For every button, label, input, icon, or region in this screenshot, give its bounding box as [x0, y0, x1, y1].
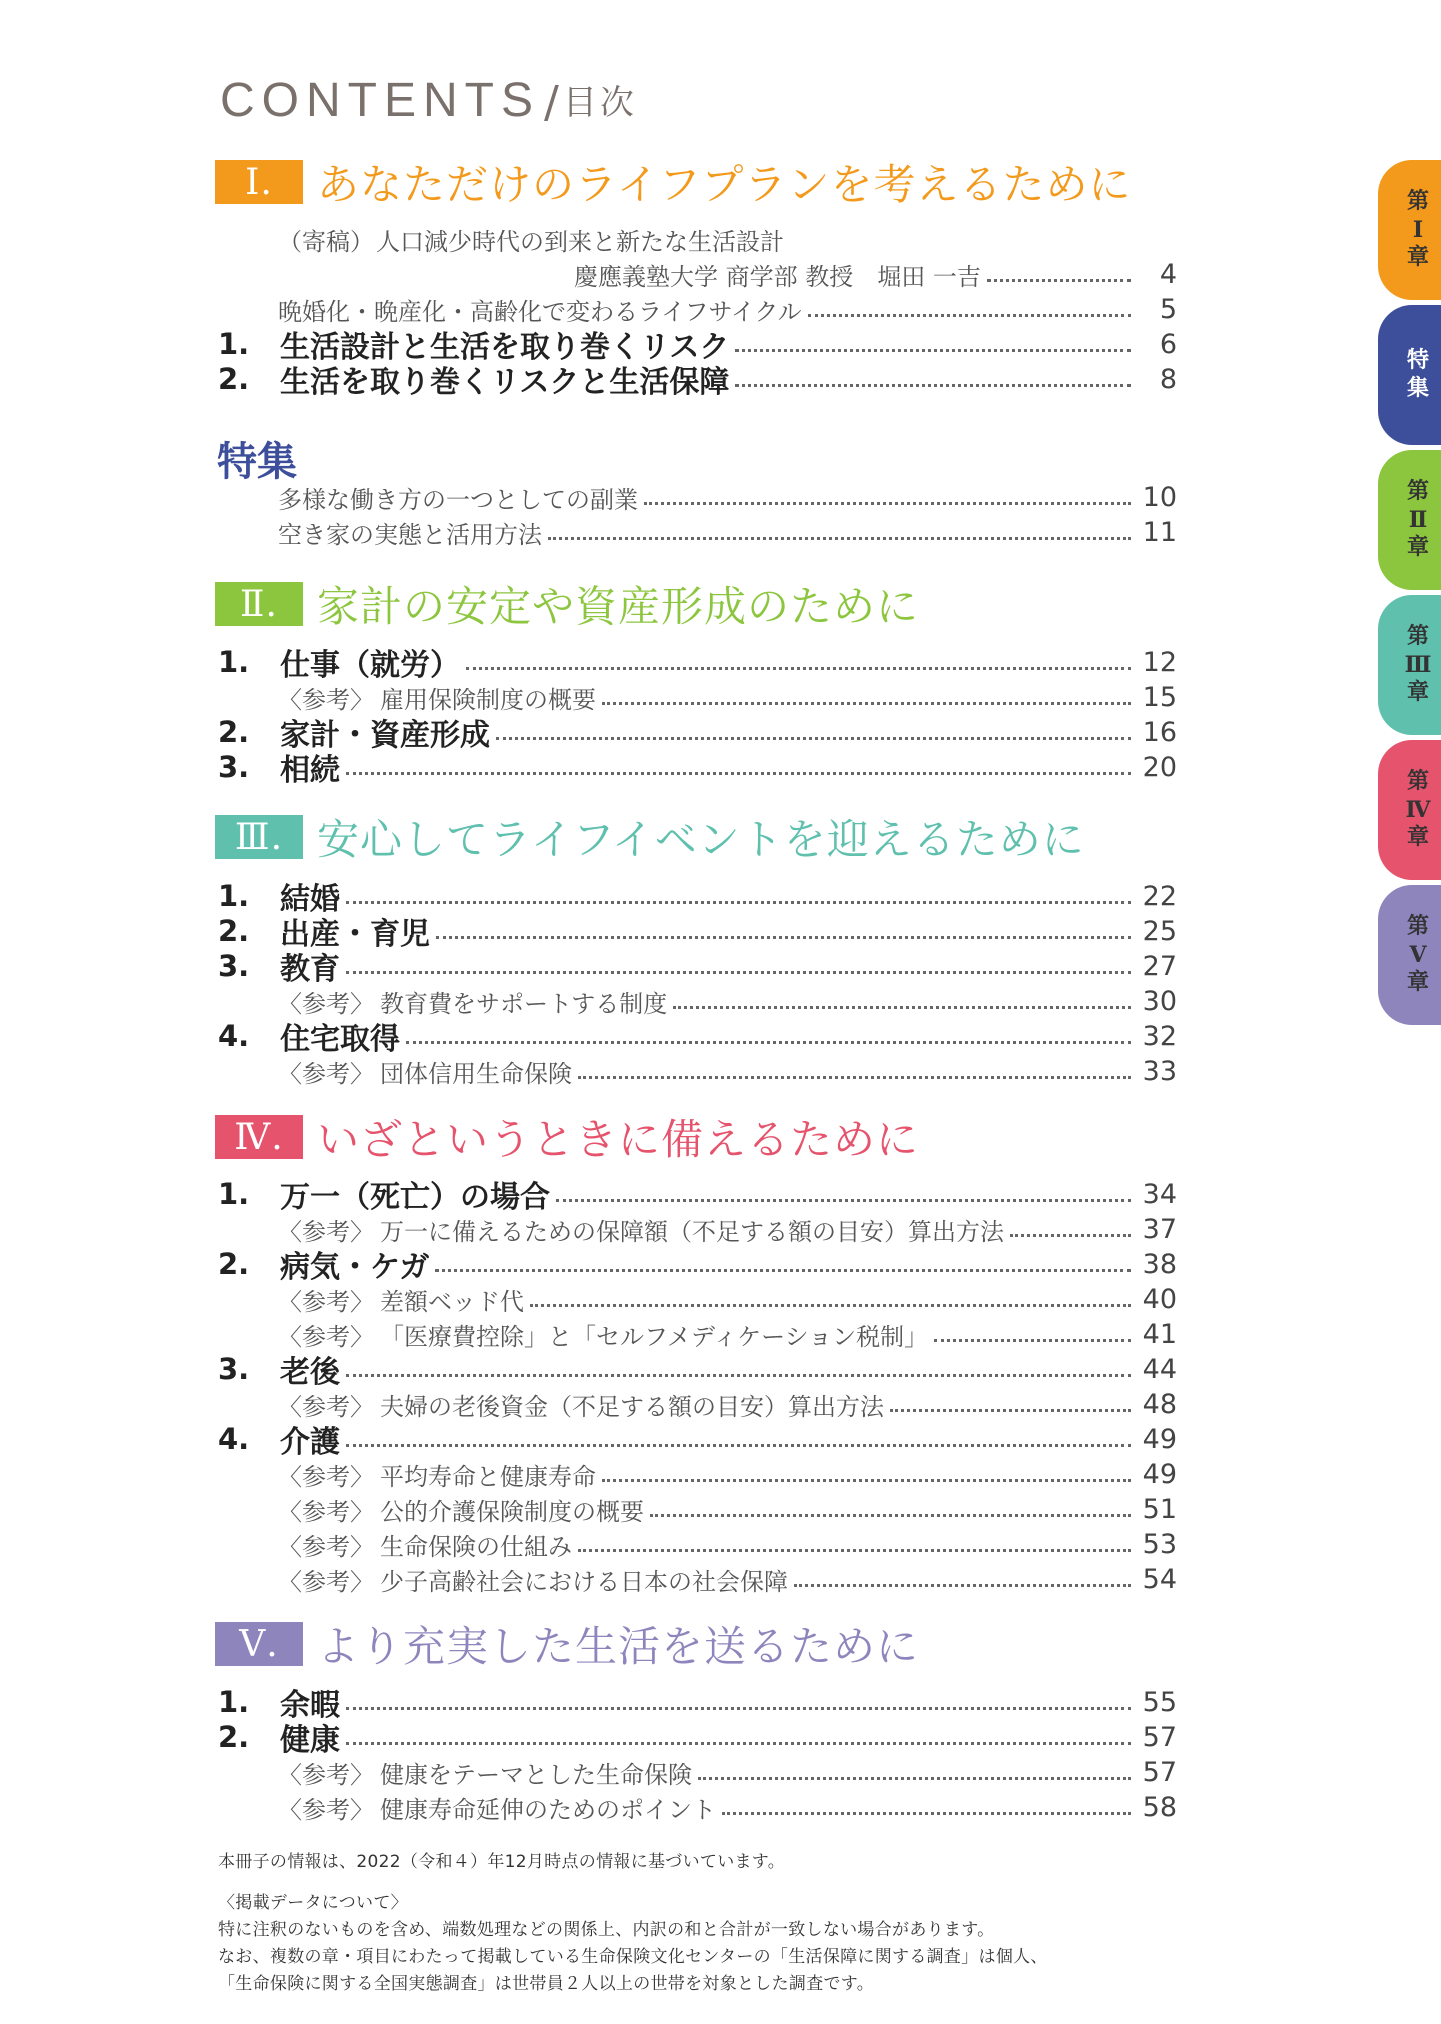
chapter-3-title: 安心してライフイベントを迎えるために [317, 815, 1085, 864]
tab-roman: Ⅱ [1408, 507, 1428, 533]
reference-tag: 〈参考〉 [278, 1287, 374, 1316]
reference-tag: 〈参考〉 [278, 1532, 374, 1561]
entry-title: 教育 [280, 952, 340, 987]
entry-title: 家計・資産形成 [280, 718, 490, 753]
page-number: 51 [1142, 1493, 1177, 1525]
page-number: 58 [1142, 1791, 1177, 1823]
toc-entry[interactable] [218, 714, 1177, 753]
page-number: 44 [1142, 1353, 1177, 1385]
page-number: 16 [1142, 716, 1177, 748]
entry-number: 1. [218, 327, 250, 361]
leader-dots [673, 1006, 1131, 1009]
tab-chapter-5[interactable] [1378, 885, 1441, 1025]
entry-title: 公的介護保険制度の概要 [380, 1497, 644, 1526]
footnote-line: 特に注釈のないものを含め、端数処理などの関係上、内訳の和と合計が一致しない場合があります。 [218, 1920, 995, 1940]
entry-title: 健康 [280, 1723, 340, 1758]
entry-title: 団体信用生命保険 [380, 1059, 572, 1088]
entry-title: 万一（死亡）の場合 [280, 1180, 550, 1215]
tab-chapter-2[interactable] [1378, 450, 1441, 590]
chapter-3-heading [215, 813, 1085, 864]
leader-dots [808, 314, 1131, 317]
leader-dots [346, 1742, 1131, 1745]
leader-dots [346, 1374, 1131, 1377]
entry-title: 健康寿命延伸のためのポイント [380, 1795, 716, 1824]
page-number: 37 [1142, 1213, 1177, 1245]
entry-title: 生活設計と生活を取り巻くリスク [280, 330, 730, 365]
entry-number: 1. [218, 1177, 250, 1211]
toc-entry[interactable] [218, 1719, 1177, 1758]
reference-tag: 〈参考〉 [278, 1392, 374, 1421]
leader-dots [496, 737, 1131, 740]
entry-title: 夫婦の老後資金（不足する額の目安）算出方法 [380, 1392, 884, 1421]
contribution-author: 慶應義塾大学 商学部 教授 堀田 一吉 [574, 262, 981, 291]
entry-title: 余暇 [280, 1688, 340, 1723]
leader-dots [735, 384, 1131, 387]
footnote-line: なお、複数の章・項目にわたって掲載している生命保険文化センターの「生活保障に関する調査」は個人、 [218, 1947, 1048, 1967]
entry-title: 仕事（就労） [280, 648, 460, 683]
page-number: 55 [1142, 1686, 1177, 1718]
page-number: 49 [1142, 1423, 1177, 1455]
chapter-5-title: より充実した生活を送るために [317, 1622, 920, 1671]
chapter-1-heading [215, 158, 1132, 209]
entry-title: 平均寿命と健康寿命 [380, 1462, 596, 1491]
page-number: 41 [1142, 1318, 1177, 1350]
footnote-line: 「生命保険に関する全国実態調査」は世帯員２人以上の世帯を対象とした調査です。 [218, 1974, 875, 1994]
chapter-3-number: Ⅲ. [215, 815, 303, 859]
toc-entry[interactable] [278, 514, 1177, 550]
page-number: 5 [1159, 293, 1177, 325]
leader-dots [406, 1041, 1131, 1044]
leader-dots [794, 1584, 1131, 1587]
chapter-1-number: Ⅰ. [215, 160, 303, 204]
toc-entry[interactable] [218, 913, 1177, 952]
page-number: 12 [1142, 646, 1177, 678]
page-number: 22 [1142, 880, 1177, 912]
tab-chapter-1[interactable] [1378, 160, 1441, 300]
tab-roman: Ⅳ [1405, 797, 1431, 823]
reference-tag: 〈参考〉 [278, 685, 374, 714]
toc-entry[interactable] [278, 1561, 1177, 1597]
page-number: 33 [1142, 1055, 1177, 1087]
chapter-5-number: Ⅴ. [215, 1622, 303, 1666]
contribution-author-row[interactable] [574, 256, 1177, 292]
entry-number: 4. [218, 1019, 250, 1053]
leader-dots [578, 1549, 1131, 1552]
entry-title: 教育費をサポートする制度 [380, 989, 668, 1018]
leader-dots [602, 702, 1131, 705]
reference-tag: 〈参考〉 [278, 1567, 374, 1596]
tab-top-char: 第 [1406, 624, 1429, 649]
entry-number: 4. [218, 1422, 250, 1456]
reference-tag: 〈参考〉 [278, 1497, 374, 1526]
entry-title: 万一に備えるための保障額（不足する額の目安）算出方法 [380, 1217, 1004, 1246]
page-number: 6 [1159, 328, 1177, 360]
leader-dots [722, 1812, 1131, 1815]
tab-top-char: 特 [1406, 348, 1429, 373]
page-number: 53 [1142, 1528, 1177, 1560]
leader-dots [650, 1514, 1131, 1517]
entry-number: 3. [218, 1352, 250, 1386]
tab-special-feature[interactable] [1378, 305, 1441, 445]
entry-title: 多様な働き方の一つとしての副業 [278, 485, 638, 514]
contribution-row [278, 221, 1178, 257]
chapter-1-title: あなただけのライフプランを考えるために [317, 160, 1132, 209]
tab-top-char: 第 [1406, 189, 1429, 214]
tab-bottom-char: 集 [1406, 376, 1429, 401]
tab-chapter-4[interactable] [1378, 740, 1441, 880]
entry-title: 住宅取得 [280, 1022, 400, 1057]
page-number: 54 [1142, 1563, 1177, 1595]
page-number: 49 [1142, 1458, 1177, 1490]
tab-bottom-char: 章 [1406, 245, 1429, 270]
leader-dots [466, 667, 1131, 670]
chapter-4-heading [215, 1113, 920, 1164]
toc-entry[interactable] [278, 1491, 1177, 1527]
entry-number: 2. [218, 914, 250, 948]
entry-title: 介護 [280, 1425, 340, 1460]
toc-entry[interactable] [278, 1281, 1177, 1317]
toc-entry[interactable] [218, 749, 1177, 788]
entry-number: 3. [218, 750, 250, 784]
toc-entry[interactable] [218, 948, 1177, 987]
toc-entry[interactable] [278, 1526, 1177, 1562]
tab-bottom-char: 章 [1406, 680, 1429, 705]
toc-entry[interactable] [278, 1789, 1177, 1825]
entry-number: 2. [218, 1247, 250, 1281]
leader-dots [602, 1479, 1131, 1482]
leader-dots [346, 1707, 1131, 1710]
leader-dots [735, 349, 1131, 352]
chapter-2-number: Ⅱ. [215, 582, 303, 626]
tab-top-char: 第 [1406, 769, 1429, 794]
toc-entry[interactable] [278, 1754, 1177, 1790]
leader-dots [346, 901, 1131, 904]
reference-tag: 〈参考〉 [278, 1795, 374, 1824]
toc-entry[interactable] [218, 1684, 1177, 1723]
reference-tag: 〈参考〉 [278, 1059, 374, 1088]
entry-title: 少子高齢社会における日本の社会保障 [380, 1567, 788, 1596]
toc-entry[interactable] [278, 1053, 1177, 1089]
footnote-data-heading: 〈掲載データについて〉 [218, 1893, 408, 1913]
page-number: 20 [1142, 751, 1177, 783]
entry-number: 1. [218, 879, 250, 913]
leader-dots [1010, 1234, 1131, 1237]
leader-dots [698, 1777, 1131, 1780]
contribution-label: （寄稿） [278, 227, 374, 256]
entry-title: 病気・ケガ [280, 1250, 430, 1285]
toc-entry[interactable] [218, 1176, 1177, 1215]
tab-bottom-char: 章 [1406, 535, 1429, 560]
reference-tag: 〈参考〉 [278, 1217, 374, 1246]
toc-entry[interactable] [278, 1456, 1177, 1492]
toc-entry[interactable] [218, 644, 1177, 683]
page-number: 25 [1142, 915, 1177, 947]
entry-title: 差額ベッド代 [380, 1287, 524, 1316]
tab-bottom-char: 章 [1406, 970, 1429, 995]
leader-dots [435, 1269, 1131, 1272]
page-number: 57 [1142, 1756, 1177, 1788]
tab-top-char: 第 [1406, 479, 1429, 504]
chapter-2-heading [215, 580, 920, 631]
reference-tag: 〈参考〉 [278, 1462, 374, 1491]
toc-entry[interactable] [278, 1386, 1177, 1422]
entry-title: 相続 [280, 753, 340, 788]
page-number: 38 [1142, 1248, 1177, 1280]
entry-number: 2. [218, 362, 250, 396]
leader-dots [346, 1444, 1131, 1447]
title-en: CONTENTS [220, 74, 540, 127]
tab-bottom-char: 章 [1406, 825, 1429, 850]
tab-chapter-3[interactable] [1378, 595, 1441, 735]
chapter-4-number: Ⅳ. [215, 1115, 303, 1159]
contribution-title: 人口減少時代の到来と新たな生活設計 [376, 227, 784, 256]
page-number: 32 [1142, 1020, 1177, 1052]
leader-dots [644, 502, 1131, 505]
entry-title: 雇用保険制度の概要 [380, 685, 596, 714]
tab-roman: Ⅴ [1409, 942, 1427, 968]
title-ja: 目次 [562, 83, 637, 123]
tab-roman: Ⅰ [1412, 217, 1424, 243]
entry-number: 1. [218, 645, 250, 679]
leader-dots [346, 772, 1131, 775]
entry-title: 「医療費控除」と「セルフメディケーション税制」 [380, 1322, 929, 1351]
tab-roman: Ⅲ [1404, 652, 1432, 678]
toc-entry[interactable] [218, 361, 1177, 400]
page-number: 10 [1142, 481, 1177, 513]
leader-dots [934, 1339, 1131, 1342]
leader-dots [346, 971, 1131, 974]
entry-title: 出産・育児 [280, 917, 430, 952]
chapter-4-title: いざというときに備えるために [317, 1115, 920, 1164]
page-number: 57 [1142, 1721, 1177, 1753]
entry-number: 1. [218, 1685, 250, 1719]
entry-number: 3. [218, 949, 250, 983]
entry-title: 空き家の実態と活用方法 [278, 520, 542, 549]
leader-dots [556, 1199, 1131, 1202]
page-number: 48 [1142, 1388, 1177, 1420]
chapter-5-heading [215, 1620, 920, 1671]
special-feature-heading: 特集 [217, 439, 297, 485]
toc-entry[interactable] [218, 1351, 1177, 1390]
entry-number: 2. [218, 715, 250, 749]
leader-dots [578, 1076, 1131, 1079]
toc-entry[interactable] [218, 1421, 1177, 1460]
entry-title: 晩婚化・晩産化・高齢化で変わるライフサイクル [278, 297, 802, 326]
toc-entry[interactable] [218, 1246, 1177, 1285]
reference-tag: 〈参考〉 [278, 1760, 374, 1789]
leader-dots [436, 936, 1131, 939]
leader-dots [548, 537, 1131, 540]
title-separator: / [544, 77, 559, 128]
toc-entry[interactable] [278, 479, 1177, 515]
leader-dots [890, 1409, 1131, 1412]
footnote-basis: 本冊子の情報は、2022（令和４）年12月時点の情報に基づいています。 [218, 1852, 786, 1872]
entry-number: 2. [218, 1720, 250, 1754]
leader-dots [987, 279, 1131, 282]
reference-tag: 〈参考〉 [278, 1322, 374, 1351]
page-title [220, 72, 637, 128]
toc-entry[interactable] [278, 1316, 1177, 1352]
toc-entry[interactable] [278, 983, 1177, 1019]
reference-tag: 〈参考〉 [278, 989, 374, 1018]
leader-dots [530, 1304, 1131, 1307]
entry-title: 健康をテーマとした生命保険 [380, 1760, 692, 1789]
page-number: 8 [1159, 363, 1177, 395]
entry-title: 生活を取り巻くリスクと生活保障 [280, 365, 730, 400]
page-number: 27 [1142, 950, 1177, 982]
page-number: 11 [1142, 516, 1177, 548]
entry-title: 結婚 [280, 882, 340, 917]
entry-title: 老後 [280, 1355, 340, 1390]
chapter-2-title: 家計の安定や資産形成のために [317, 582, 920, 631]
page-number: 34 [1142, 1178, 1177, 1210]
page-number: 4 [1159, 258, 1177, 290]
page-number: 15 [1142, 681, 1177, 713]
page-number: 40 [1142, 1283, 1177, 1315]
entry-title: 生命保険の仕組み [380, 1532, 572, 1561]
tab-top-char: 第 [1406, 914, 1429, 939]
page-number: 30 [1142, 985, 1177, 1017]
toc-entry[interactable] [218, 1018, 1177, 1057]
